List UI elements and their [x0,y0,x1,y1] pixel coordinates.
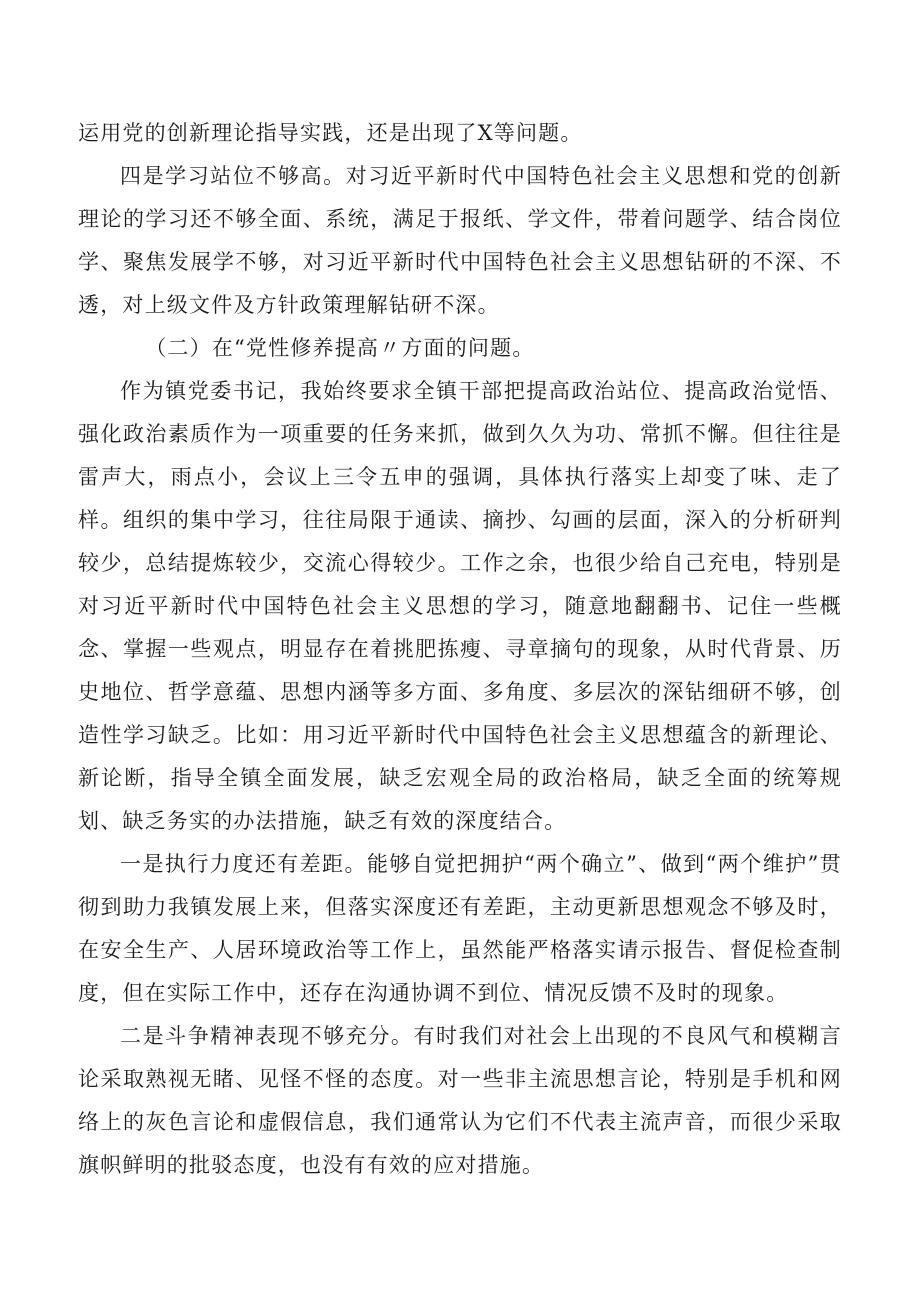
paragraph-party-secretary: 作为镇党委书记，我始终要求全镇干部把提高政治站位、提高政治觉悟、强化政治素质作为一项重要的任务来抓，做到久久为功、常抓不懈。但往往是雷声大，雨点小，会议上三令五申的强调，具体执行落实上却变了味、走了样。组织的集中学习，往往局限于通读、摘抄、勾画的层面，深入的分析研判较少，总结提炼较少，交流心得较少。工作之余，也很少给自己充电，特别是对习近平新时代中国特色社会主义思想的学习，随意地翻翻书、记住一些概念、掌握一些观点，明显存在着挑肥拣瘦、寻章摘句的现象，从时代背景、历史地位、哲学意蕴、思想内涵等多方面、多角度、多层次的深钻细研不够，创造性学习缺乏。比如：用习近平新时代中国特色社会主义思想蕴含的新理论、新论断，指导全镇全面发展，缺乏宏观全局的政治格局，缺乏全面的统筹规划、缺乏务实的办法措施，缺乏有效的深度结合。 [78,379,842,833]
paragraph-execution-gap: 一是执行力度还有差距。能够自觉把拥护“两个确立”、做到“两个维护”贯彻到助力我镇发展上来，但落实深度还有差距，主动更新思想观念不够及时，在安全生产、人居环境政治等工作上，虽然能严格落实请示报告、督促检查制度，但在实际工作中，还存在沟通协调不到位、情况反馈不及时的现象。 [78,852,842,1005]
document-body [78,112,842,1187]
paragraph-continuation: 运用党的创新理论指导实践，还是出现了X等问题。 [78,121,583,145]
section-heading-party-spirit: （二）在“党性修养提高〃方面的问题。 [145,336,535,360]
paragraph-fighting-spirit: 二是斗争精神表现不够充分。有时我们对社会上出现的不良风气和模糊言论采取熟视无睹、见怪不怪的态度。对一些非主流思想言论，特别是手机和网络上的灰色言论和虚假信息，我们通常认为它们不代表主流声音，而很少采取旗帜鲜明的批驳态度，也没有有效的应对措施。 [78,1024,842,1177]
paragraph-study-position: 四是学习站位不够高。对习近平新时代中国特色社会主义思想和党的创新理论的学习还不够全面、系统，满足于报纸、学文件，带着问题学、结合岗位学、聚焦发展学不够，对习近平新时代中国特色社会主义思想钻研的不深、不透，对上级文件及方针政策理解钻研不深。 [78,164,842,317]
